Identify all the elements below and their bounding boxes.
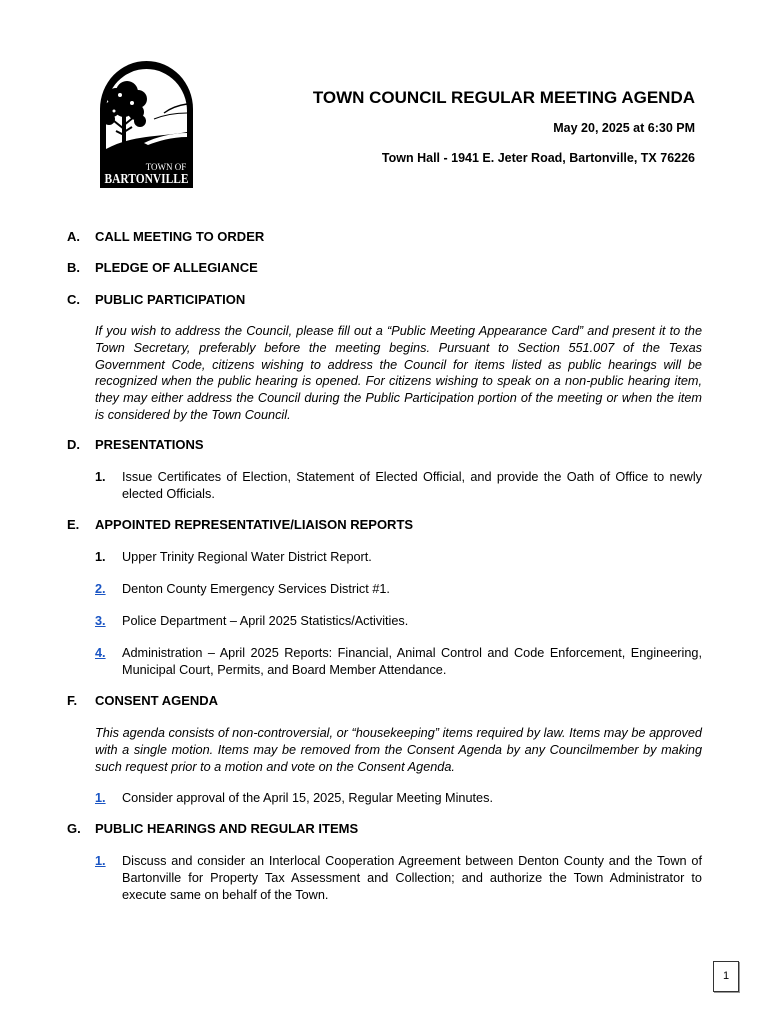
section-title: PUBLIC HEARINGS AND REGULAR ITEMS: [95, 821, 359, 836]
public-participation-text: If you wish to address the Council, please fill out a “Public Meeting Appearance Card” and present it to the Town Secretary, preferably before the meeting begins. Pursuant to Section 551.007 of the Texas Government Code, citizens wishing to address the Council for items listed as public hearings will be recognized when the public hearing is opened. For citizens wishing to speak on a non-public hearing item, they may either address the Council during the Public Participation portion of the meeting or when the item is considered by the Town Council.: [95, 324, 702, 422]
item-number-link[interactable]: 1.: [95, 854, 106, 868]
item-number: 1.: [95, 550, 106, 564]
item-text: Issue Certificates of Election, Statement of Elected Official, and provide the Oath of Office to newly elected Officials.: [122, 470, 702, 501]
section-d-heading: [67, 437, 204, 452]
logo-line2: BARTONVILLE: [104, 171, 189, 186]
list-item: [95, 469, 702, 503]
section-f-heading: [67, 693, 218, 708]
section-title: PRESENTATIONS: [95, 437, 204, 452]
section-g-heading: [67, 821, 358, 836]
list-item: [95, 581, 702, 598]
town-logo: [94, 57, 199, 190]
page-title: TOWN COUNCIL REGULAR MEETING AGENDA: [312, 88, 695, 107]
section-title: CONSENT AGENDA: [95, 693, 219, 708]
section-b-heading: [67, 260, 258, 275]
item-text: Upper Trinity Regional Water District Report.: [122, 550, 372, 564]
item-text: Police Department – April 2025 Statistics/Activities.: [122, 614, 409, 628]
item-number: 1.: [95, 470, 106, 484]
section-e-heading: [67, 517, 413, 532]
item-number-link[interactable]: 2.: [95, 582, 106, 596]
item-number-link[interactable]: 1.: [95, 791, 106, 805]
list-item: [95, 645, 702, 679]
list-item: [95, 853, 702, 903]
item-text: Denton County Emergency Services District #1.: [122, 582, 390, 596]
section-letter: F.: [67, 693, 78, 708]
section-title: PUBLIC PARTICIPATION: [95, 292, 246, 307]
item-text: Consider approval of the April 15, 2025, Regular Meeting Minutes.: [122, 791, 493, 805]
section-title: APPOINTED REPRESENTATIVE/LIAISON REPORTS: [95, 517, 414, 532]
section-letter: E.: [67, 517, 80, 532]
section-letter: C.: [67, 292, 80, 307]
section-letter: B.: [67, 260, 80, 275]
list-item: [95, 549, 702, 566]
meeting-datetime: May 20, 2025 at 6:30 PM: [553, 121, 695, 135]
section-c-heading: [67, 292, 245, 307]
list-item: [95, 613, 702, 630]
section-letter: D.: [67, 437, 80, 452]
item-number-link[interactable]: 3.: [95, 614, 106, 628]
meeting-location: Town Hall - 1941 E. Jeter Road, Bartonville, TX 76226: [381, 151, 695, 165]
section-letter: G.: [67, 821, 81, 836]
item-text: Administration – April 2025 Reports: Financial, Animal Control and Code Enforcement, Engineering, Municipal Court, Permits, and Board Member Attendance.: [122, 646, 702, 677]
item-text: Discuss and consider an Interlocal Cooperation Agreement between Denton County and the Town of Bartonville for Property Tax Assessment and Collection; and authorize the Town Administrator to execute same on behalf of the Town.: [122, 854, 702, 902]
logo-line1: TOWN OF: [145, 162, 187, 172]
section-a-heading: [67, 229, 264, 244]
item-number-link[interactable]: 4.: [95, 646, 106, 660]
consent-agenda-text: This agenda consists of non-controversial, or “housekeeping” items required by law. Items may be approved with a single motion. Items may be removed from the Consent Agenda by any Councilmember by making such request prior to a motion and vote on the Consent Agenda.: [95, 726, 702, 774]
page-number: 1: [713, 961, 739, 992]
section-letter: A.: [67, 229, 80, 244]
section-title: CALL MEETING TO ORDER: [95, 229, 265, 244]
section-title: PLEDGE OF ALLEGIANCE: [95, 260, 258, 275]
list-item: [95, 790, 702, 807]
